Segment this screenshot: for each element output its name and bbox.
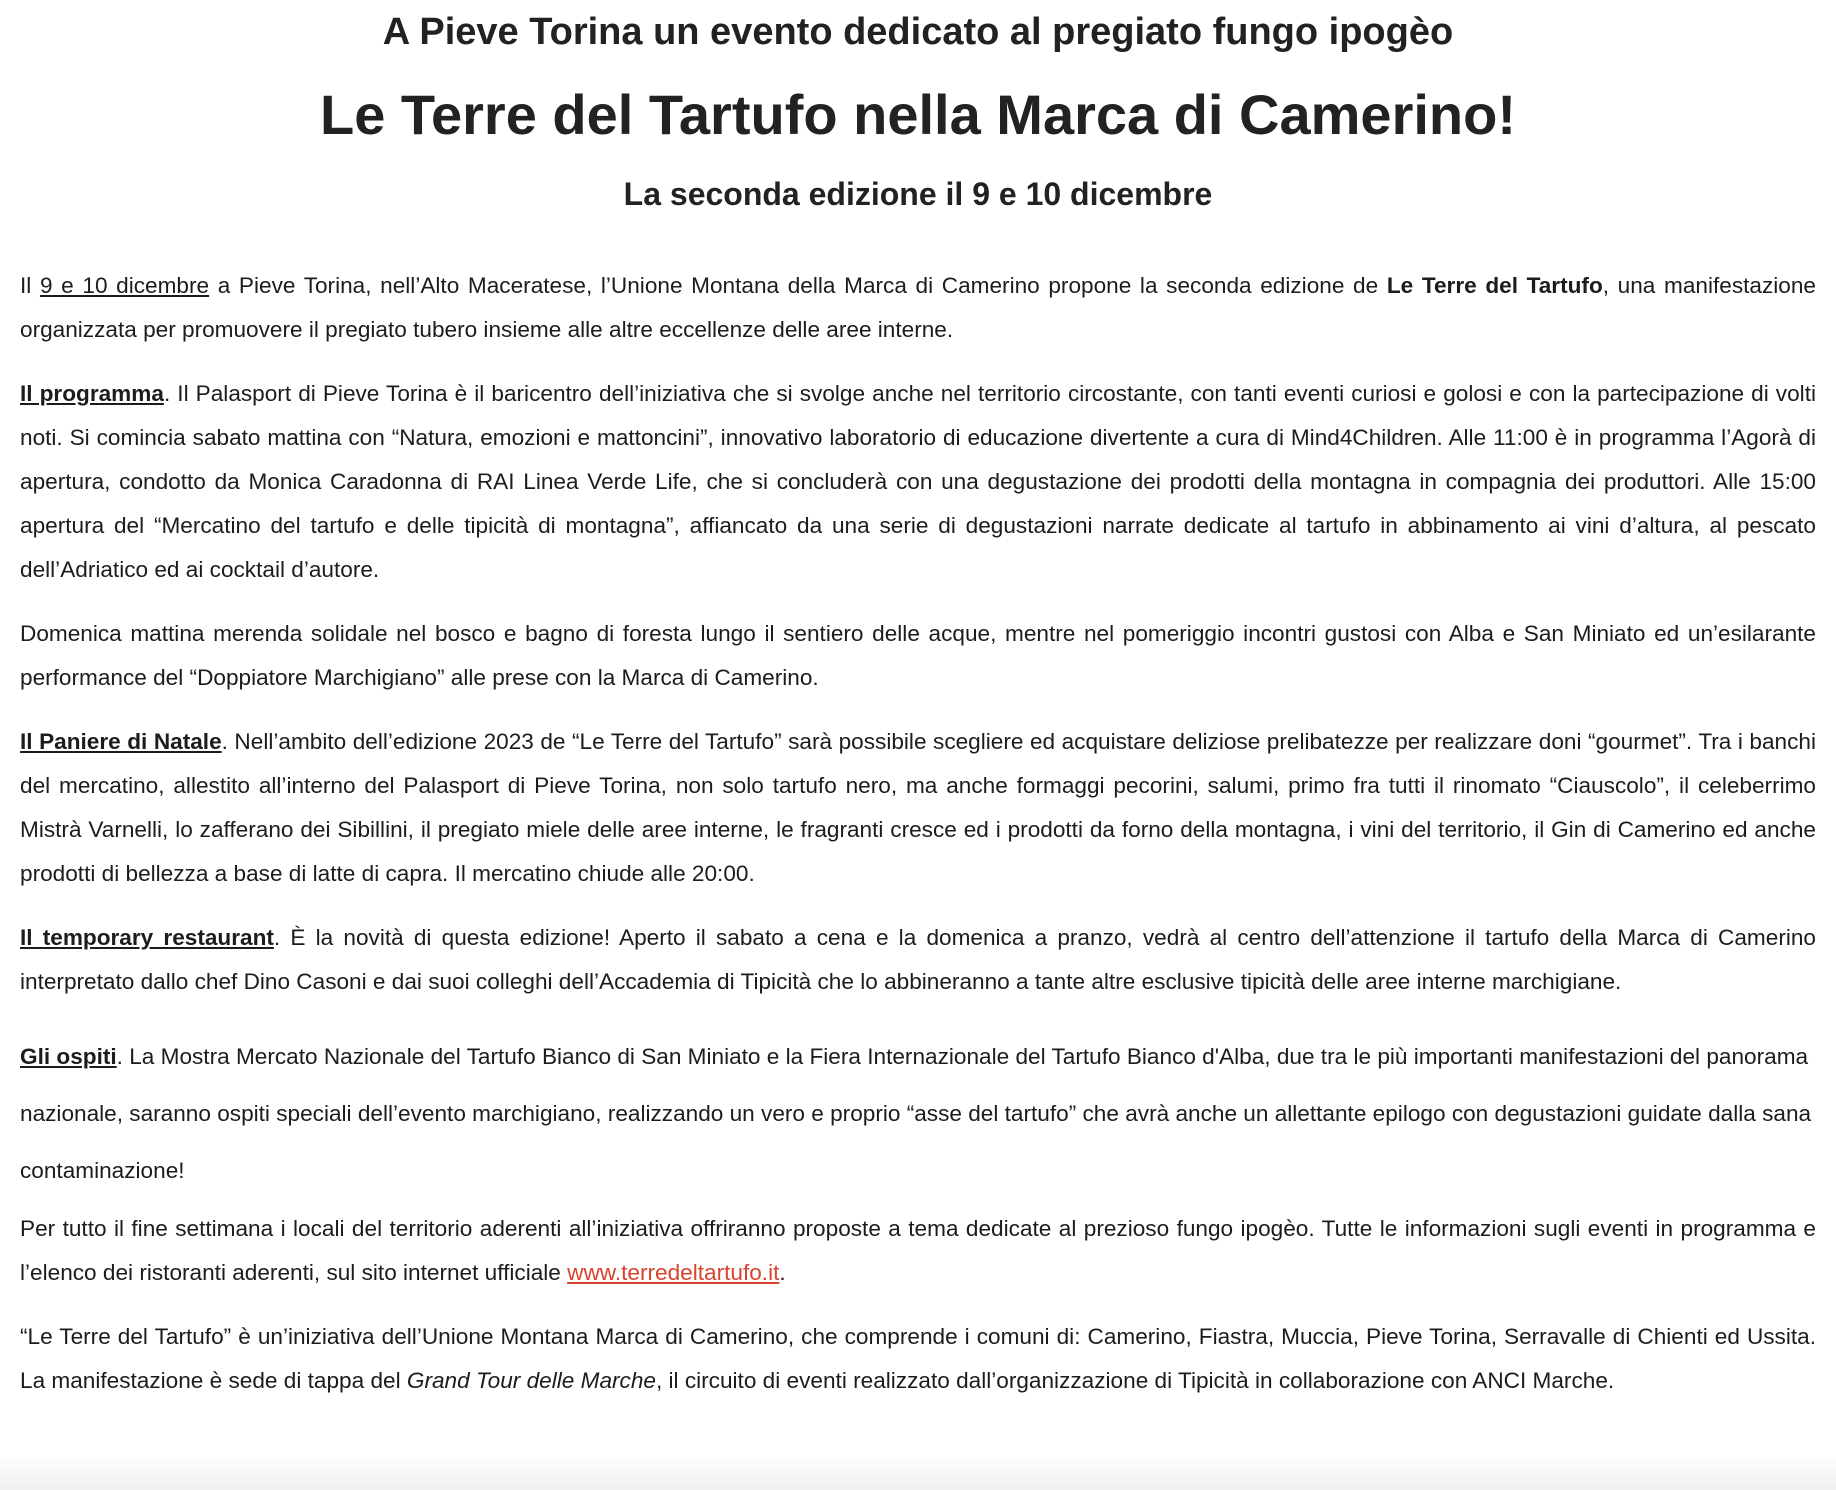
article-body bbox=[20, 264, 1816, 1403]
intro-paragraph bbox=[20, 264, 1816, 352]
programma-text: . Il Palasport di Pieve Torina è il baricentro dell’iniziativa che si svolge anche nel territorio circostante, con tanti eventi curiosi e golosi e con la partecipazione di volti noti. Si comincia sabato mattina con “Natura, emozioni e mattoncini”, innovativo laboratorio di educazione divertente a cura di Mind4Children. Alle 11:00 è in programma l’Agorà di apertura, condotto da Monica Caradonna di RAI Linea Verde Life, che si concluderà con una degustazione dei prodotti della montagna in compagnia dei produttori. Alle 15:00 apertura del “Mercatino del tartufo e delle tipicità di montagna”, affiancato da una serie di degustazioni narrate dedicate al tartufo in abbinamento ai vini d’altura, al pescato dell’Adriatico ed ai cocktail d’autore. bbox=[20, 381, 1816, 582]
ospiti-text: . La Mostra Mercato Nazionale del Tartufo Bianco di San Miniato e la Fiera Internazionale del Tartufo Bianco d'Alba, due tra le più importanti manifestazioni del panorama nazionale, saranno ospiti speciali dell’evento marchigiano, realizzando un vero e proprio “asse del tartufo” che avrà anche un allettante epilogo con degustazioni guidate dalla sana contaminazione! bbox=[20, 1044, 1812, 1183]
weekend-paragraph bbox=[20, 1207, 1816, 1295]
date-link[interactable]: 9 e 10 dicembre bbox=[39, 273, 210, 298]
closing-paragraph bbox=[20, 1315, 1816, 1403]
paniere-paragraph bbox=[20, 720, 1816, 896]
intro-text-3: , una manifestazione organizzata per promuovere il pregiato tubero insieme alle altre eccellenze delle aree interne. bbox=[20, 273, 1816, 342]
intro-text-1: Il bbox=[20, 273, 40, 298]
bottom-fade bbox=[0, 1454, 1836, 1490]
ospiti-heading: Gli ospiti bbox=[20, 1044, 117, 1069]
event-name: Le Terre del Tartufo bbox=[1386, 273, 1603, 298]
closing-text-1: “Le Terre del Tartufo” è un’iniziativa dell’Unione Montana Marca di Camerino, che comprende i comuni di: Camerino, Fiastra, Muccia, Pieve Torina, Serravalle di Chienti ed Ussita. La manifestazione è sede di tappa del bbox=[20, 1324, 1816, 1393]
programma-paragraph bbox=[20, 372, 1816, 592]
paniere-text: . Nell’ambito dell’edizione 2023 de “Le Terre del Tartufo” sarà possibile scegliere ed acquistare deliziose prelibatezze per realizzare doni “gourmet”. Tra i banchi del mercatino, allestito all’interno del Palasport di Pieve Torina, non solo tartufo nero, ma anche formaggi pecorini, salumi, primo fra tutti il rinomato “Ciauscolo”, il celeberrimo Mistrà Varnelli, lo zafferano dei Sibillini, il pregiato miele delle aree interne, le fragranti cresce ed i prodotti da forno della montagna, i vini del territorio, il Gin di Camerino ed anche prodotti di bellezza a base di latte di capra. Il mercatino chiude alle 20:00. bbox=[20, 729, 1816, 886]
ospiti-paragraph bbox=[20, 1028, 1816, 1199]
restaurant-paragraph bbox=[20, 916, 1816, 1004]
restaurant-text: . È la novità di questa edizione! Aperto il sabato a cena e la domenica a pranzo, vedrà al centro dell’attenzione il tartufo della Marca di Camerino interpretato dallo chef Dino Casoni e dai suoi colleghi dell’Accademia di Tipicità che lo abbineranno a tante altre esclusive tipicità delle aree interne marchigiane. bbox=[20, 925, 1816, 994]
article-title: Le Terre del Tartufo nella Marca di Camerino! bbox=[320, 83, 1516, 146]
article-subtitle: La seconda edizione il 9 e 10 dicembre bbox=[623, 176, 1213, 212]
restaurant-heading: Il temporary restaurant bbox=[20, 925, 274, 950]
programma-heading: Il programma bbox=[20, 381, 164, 406]
intro-text-2: a Pieve Torina, nell’Alto Maceratese, l’Unione Montana della Marca di Camerino propone la seconda edizione de bbox=[209, 273, 1387, 298]
domenica-paragraph: Domenica mattina merenda solidale nel bosco e bagno di foresta lungo il sentiero delle acque, mentre nel pomeriggio incontri gustosi con Alba e San Miniato ed un’esilarante performance del “Doppiatore Marchigiano” alle prese con la Marca di Camerino. bbox=[20, 621, 1816, 690]
weekend-text: Per tutto il fine settimana i locali del territorio aderenti all’iniziativa offriranno proposte a tema dedicate al prezioso fungo ipogèo. Tutte le informazioni sugli eventi in programma e l’elenco dei ristoranti aderenti, sul sito internet ufficiale bbox=[20, 1216, 1816, 1285]
closing-text-2: , il circuito di eventi realizzato dall’organizzazione di Tipicità in collaborazione con ANCI Marche. bbox=[655, 1368, 1615, 1393]
website-link[interactable]: www.terredeltartufo.it bbox=[567, 1260, 780, 1285]
weekend-end: . bbox=[779, 1260, 786, 1285]
article-kicker: A Pieve Torina un evento dedicato al pregiato fungo ipogèo bbox=[382, 11, 1454, 53]
grand-tour-name: Grand Tour delle Marche bbox=[406, 1368, 656, 1393]
paniere-heading: Il Paniere di Natale bbox=[20, 729, 222, 754]
